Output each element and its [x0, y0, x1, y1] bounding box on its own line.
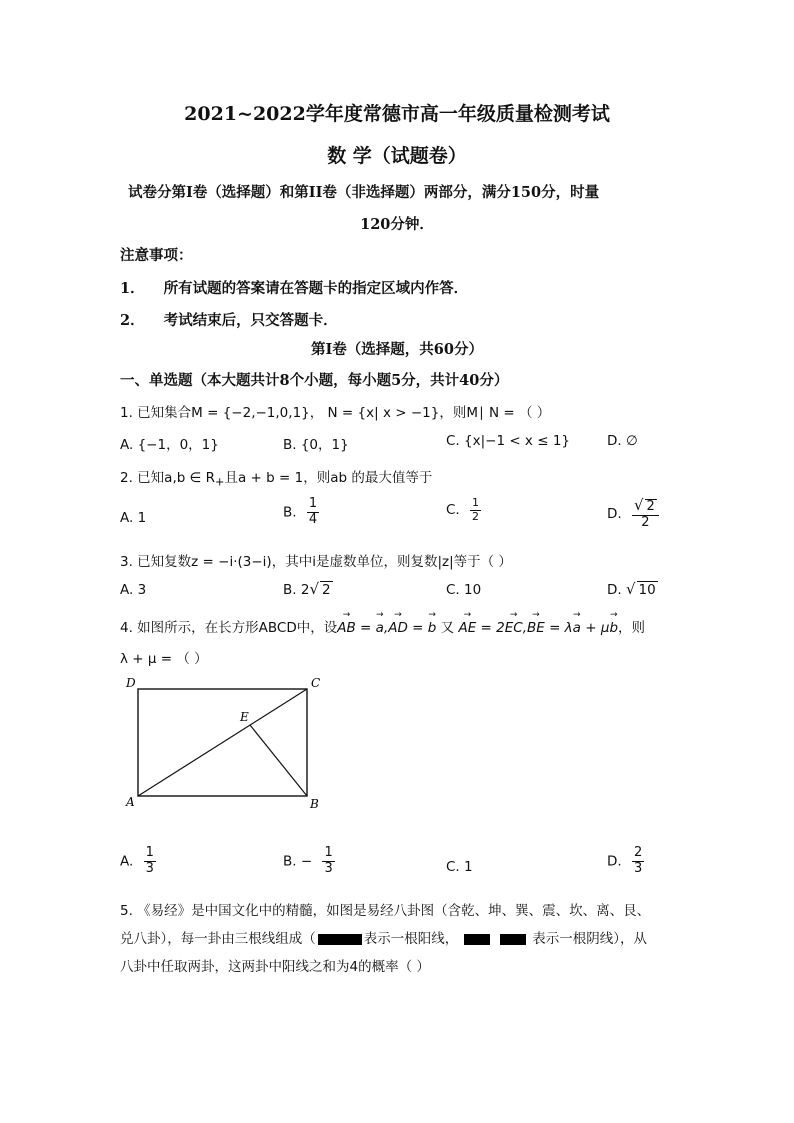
denominator: 2	[472, 509, 480, 523]
radicand: 2	[322, 582, 331, 598]
label-e: E	[240, 710, 249, 724]
numerator: 1	[324, 845, 333, 860]
option-label: B.	[283, 504, 297, 521]
fraction	[144, 846, 156, 877]
q4-option-d	[607, 846, 644, 877]
q2-option-c	[446, 497, 481, 523]
question-1-stem: 1. 已知集合M = {−2,−1,0,1}， N = {x| x > −1}，则M∣ N = （ ）	[120, 405, 551, 421]
fraction	[632, 846, 644, 877]
sqrt-sign: √	[309, 580, 319, 598]
option-label: D.	[607, 582, 622, 598]
q3-option-a: A. 3	[120, 582, 147, 598]
option-label: B. 2	[283, 582, 310, 598]
equals: =	[355, 620, 376, 636]
q2-option-a: A. 1	[120, 510, 147, 526]
q1-option-b: B. {0，1}	[283, 437, 349, 453]
diagonal-ac	[138, 689, 307, 796]
vector-be: → BE	[527, 620, 545, 636]
q4-option-c: C. 1	[446, 859, 473, 875]
intro-line-1: 试卷分第I卷（选择题）和第II卷（非选择题）两部分，满分150分，时量	[128, 184, 600, 201]
exam-subtitle: 数 学（试题卷）	[327, 145, 467, 167]
note-text: 考试结束后，只交答题卡．	[163, 312, 338, 329]
q2-stem-sub: +	[215, 475, 225, 489]
q1-option-d: D. ∅	[607, 433, 638, 449]
q2-option-d	[607, 497, 659, 531]
vector-ec: → EC	[505, 620, 523, 636]
radicand: 2	[646, 499, 655, 514]
q4-option-a	[120, 846, 156, 877]
question-4-stem-line-2: λ + μ = （ ）	[120, 651, 208, 667]
notes-heading: 注意事项：	[120, 247, 193, 264]
question-5-line-3: 八卦中任取两卦，这两卦中阳线之和为4的概率（ ）	[120, 959, 430, 975]
stem-text: 表示一根阳线，	[363, 931, 459, 947]
note-text: 所有试题的答案请在答题卡的指定区域内作答．	[163, 280, 469, 297]
fraction	[322, 846, 334, 877]
note-item-2	[120, 309, 338, 330]
numerator	[632, 497, 659, 516]
label-c: C	[311, 676, 321, 690]
vector-a: → a	[573, 620, 581, 636]
intro-line-2: 120分钟．	[360, 216, 434, 233]
stem-text: 表示一根阴线），从	[532, 931, 647, 947]
stem-text: 兑八卦），每一卦由三根线组成（	[120, 931, 316, 947]
numerator: 1	[145, 845, 154, 860]
rectangle-figure	[118, 672, 328, 817]
denominator: 3	[145, 860, 154, 876]
denominator: 3	[324, 860, 333, 876]
question-5-line-2	[120, 927, 647, 947]
yin-line-right-icon	[500, 934, 526, 945]
option-label: D.	[607, 505, 622, 522]
plus: + μ	[580, 620, 610, 636]
numerator: 2	[633, 845, 643, 860]
numerator: 1	[308, 496, 318, 511]
denominator: 4	[308, 511, 318, 527]
q2-option-b	[283, 497, 319, 528]
q4-option-b	[283, 846, 335, 877]
note-number: 1．	[120, 280, 145, 297]
question-5-line-1: 5. 《易经》是中国文化中的精髓，如图是易经八卦图（含乾、坤、巽、震、坎、离、艮、	[120, 903, 651, 919]
fraction	[470, 497, 481, 523]
option-label: D.	[607, 853, 622, 870]
q1-option-a: A. {−1，0，1}	[120, 437, 219, 453]
question-4-stem-line-1	[120, 616, 645, 636]
sqrt-sign: √	[633, 496, 644, 514]
exam-title: 2021~2022学年度常德市高一年级质量检测考试	[184, 103, 610, 125]
conjunction: 又	[436, 620, 459, 636]
vector-ad: → AD	[388, 620, 408, 636]
section-heading: 一、单选题（本大题共计8个小题，每小题5分，共计40分）	[120, 372, 509, 389]
yin-line-left-icon	[464, 934, 490, 945]
vector-a: → a	[376, 620, 384, 636]
label-a: A	[126, 795, 135, 809]
equals: = λ	[544, 620, 573, 636]
fraction	[307, 497, 319, 528]
equals: =	[407, 620, 428, 636]
question-2-stem	[120, 466, 432, 489]
vector-b: → b	[428, 620, 437, 636]
comma: ,	[522, 620, 527, 636]
label-b: B	[310, 797, 319, 811]
comma: ,	[383, 620, 389, 636]
q2-stem-post: 且a + b = 1，则ab 的最大值等于	[224, 470, 433, 486]
vector-ae: → AE	[458, 620, 476, 636]
numerator: 1	[472, 496, 480, 509]
note-item-1	[120, 277, 468, 298]
stem-tail: ，则	[618, 620, 646, 636]
note-number: 2．	[120, 312, 145, 329]
fraction	[632, 497, 659, 531]
option-label: A.	[120, 853, 134, 870]
q1-option-c: C. {x|−1 < x ≤ 1}	[446, 433, 570, 449]
vector-b: → b	[609, 620, 618, 636]
denominator: 3	[633, 860, 643, 876]
label-d: D	[126, 676, 136, 690]
q2-stem-pre: 2. 已知a,b ∈ R	[120, 470, 216, 486]
denominator: 2	[641, 514, 650, 530]
q3-option-b	[283, 580, 333, 598]
stem-text: 4. 如图所示，在长方形ABCD中，设	[120, 620, 338, 636]
sqrt-sign: √	[625, 580, 636, 598]
question-3-stem: 3. 已知复数z = −i·(3−i)，其中i是虚数单位，则复数|z|等于（ ）	[120, 554, 512, 570]
option-label: B. −	[283, 853, 313, 870]
yang-line-icon	[318, 934, 362, 945]
option-label: C.	[446, 502, 460, 519]
part-title: 第I卷（选择题，共60分）	[311, 341, 483, 358]
radicand: 10	[638, 582, 656, 598]
equals: = 2	[476, 620, 505, 636]
q3-option-c: C. 10	[446, 582, 482, 598]
q3-option-d	[607, 580, 658, 598]
segment-be	[250, 725, 307, 796]
vector-ab: → AB	[337, 620, 356, 636]
